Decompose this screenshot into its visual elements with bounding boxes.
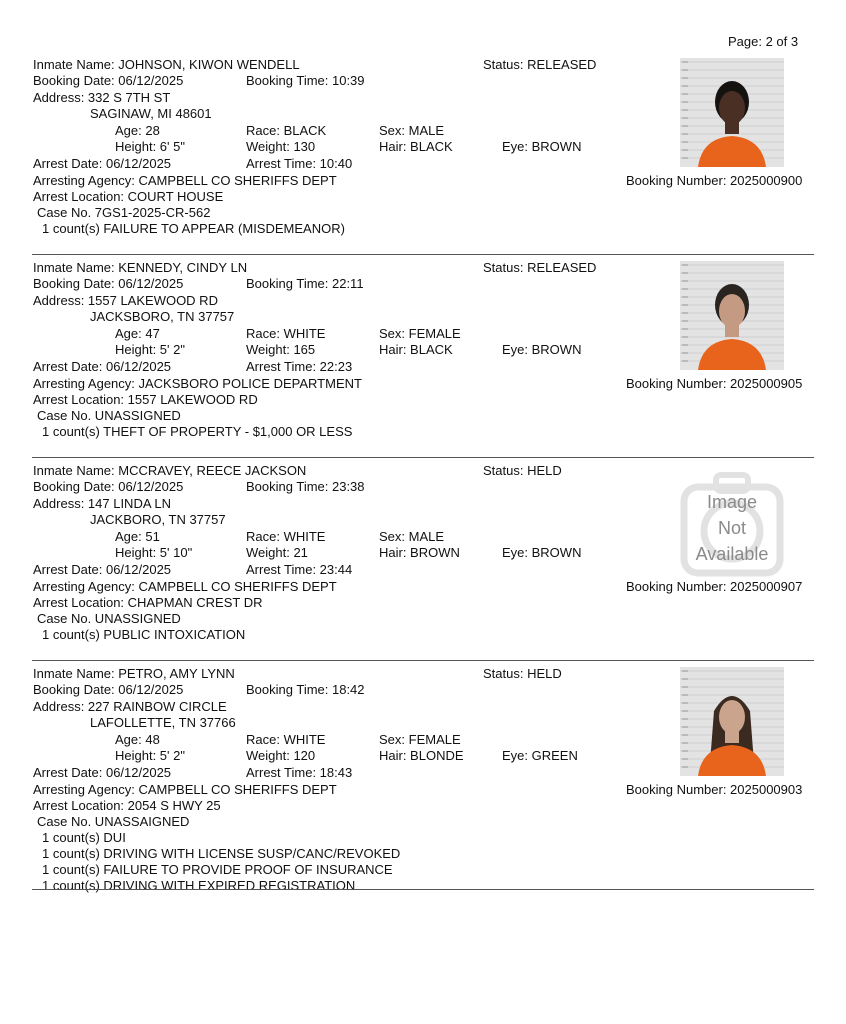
charge: 1 count(s) DRIVING WITH EXPIRED REGISTRATION — [42, 878, 356, 893]
charge: 1 count(s) THEFT OF PROPERTY - $1,000 OR LESS — [42, 424, 353, 439]
placeholder-text: Available — [695, 544, 769, 564]
charge: 1 count(s) PUBLIC INTOXICATION — [42, 627, 246, 642]
booking-time: Booking Time: 10:39 — [246, 73, 365, 88]
inmate-name: Inmate Name: MCCRAVEY, REECE JACKSON — [33, 463, 307, 478]
charge: 1 count(s) DRIVING WITH LICENSE SUSP/CANC/REVOKED — [42, 846, 401, 861]
address-city: SAGINAW, MI 48601 — [90, 106, 212, 121]
height: Height: 5' 2" — [115, 748, 185, 763]
hair: Hair: BLONDE — [379, 748, 464, 763]
age: Age: 51 — [115, 529, 160, 544]
height: Height: 6' 5" — [115, 139, 185, 154]
address-line: Address: 227 RAINBOW CIRCLE — [33, 699, 227, 714]
eye: Eye: BROWN — [502, 342, 582, 357]
inmate-name: Inmate Name: JOHNSON, KIWON WENDELL — [33, 57, 300, 72]
booking-number: Booking Number: 2025000900 — [626, 173, 803, 188]
booking-number: Booking Number: 2025000907 — [626, 579, 803, 594]
eye: Eye: GREEN — [502, 748, 578, 763]
hair: Hair: BROWN — [379, 545, 460, 560]
placeholder-text: Image — [706, 492, 758, 512]
address-city: JACKSBORO, TN 37757 — [90, 309, 235, 324]
arrest-location: Arrest Location: 1557 LAKEWOOD RD — [33, 392, 258, 407]
booking-time: Booking Time: 23:38 — [246, 479, 365, 494]
hair: Hair: BLACK — [379, 342, 453, 357]
mugshot-photo — [680, 261, 784, 370]
arrest-time: Arrest Time: 23:44 — [246, 562, 353, 577]
age: Age: 48 — [115, 732, 160, 747]
arresting-agency: Arresting Agency: CAMPBELL CO SHERIFFS DEPT — [33, 782, 337, 797]
eye: Eye: BROWN — [502, 139, 582, 154]
weight: Weight: 120 — [246, 748, 316, 763]
booking-record — [0, 463, 846, 666]
record-divider — [32, 457, 814, 458]
arrest-location: Arrest Location: 2054 S HWY 25 — [33, 798, 221, 813]
age: Age: 28 — [115, 123, 160, 138]
race: Race: WHITE — [246, 529, 326, 544]
address-city: JACKBORO, TN 37757 — [90, 512, 226, 527]
record-divider — [32, 254, 814, 255]
sex: Sex: MALE — [379, 529, 445, 544]
page-number: Page: 2 of 3 — [728, 34, 799, 49]
inmate-name: Inmate Name: PETRO, AMY LYNN — [33, 666, 235, 681]
booking-record — [0, 260, 846, 463]
booking-number: Booking Number: 2025000905 — [626, 376, 803, 391]
age: Age: 47 — [115, 326, 160, 341]
charge: 1 count(s) DUI — [42, 830, 126, 845]
race: Race: BLACK — [246, 123, 327, 138]
weight: Weight: 165 — [246, 342, 316, 357]
booking-date: Booking Date: 06/12/2025 — [33, 276, 184, 291]
booking-date: Booking Date: 06/12/2025 — [33, 479, 184, 494]
status: Status: HELD — [483, 666, 562, 681]
height: Height: 5' 2" — [115, 342, 185, 357]
booking-date: Booking Date: 06/12/2025 — [33, 73, 184, 88]
booking-time: Booking Time: 18:42 — [246, 682, 365, 697]
booking-date: Booking Date: 06/12/2025 — [33, 682, 184, 697]
sex: Sex: FEMALE — [379, 326, 461, 341]
status: Status: RELEASED — [483, 260, 597, 275]
eye: Eye: BROWN — [502, 545, 582, 560]
case-number: Case No. UNASSIGNED — [37, 408, 181, 423]
weight: Weight: 130 — [246, 139, 316, 154]
race: Race: WHITE — [246, 732, 326, 747]
race: Race: WHITE — [246, 326, 326, 341]
case-number: Case No. UNASSAIGNED — [37, 814, 190, 829]
arresting-agency: Arresting Agency: CAMPBELL CO SHERIFFS DEPT — [33, 579, 337, 594]
booking-number: Booking Number: 2025000903 — [626, 782, 803, 797]
status: Status: HELD — [483, 463, 562, 478]
sex: Sex: FEMALE — [379, 732, 461, 747]
arrest-time: Arrest Time: 18:43 — [246, 765, 353, 780]
mugshot-photo — [680, 58, 784, 167]
arrest-date: Arrest Date: 06/12/2025 — [33, 562, 172, 577]
arrest-location: Arrest Location: COURT HOUSE — [33, 189, 224, 204]
inmate-name: Inmate Name: KENNEDY, CINDY LN — [33, 260, 248, 275]
arrest-date: Arrest Date: 06/12/2025 — [33, 359, 172, 374]
record-divider — [32, 889, 814, 890]
mugshot-photo — [680, 667, 784, 776]
charge: 1 count(s) FAILURE TO PROVIDE PROOF OF INSURANCE — [42, 862, 393, 877]
placeholder-text: Not — [717, 518, 746, 538]
arrest-time: Arrest Time: 10:40 — [246, 156, 353, 171]
case-number: Case No. 7GS1-2025-CR-562 — [37, 205, 211, 220]
address-line: Address: 147 LINDA LN — [33, 496, 172, 511]
arrest-date: Arrest Date: 06/12/2025 — [33, 765, 172, 780]
arrest-date: Arrest Date: 06/12/2025 — [33, 156, 172, 171]
address-line: Address: 332 S 7TH ST — [33, 90, 171, 105]
weight: Weight: 21 — [246, 545, 308, 560]
case-number: Case No. UNASSIGNED — [37, 611, 181, 626]
hair: Hair: BLACK — [379, 139, 453, 154]
booking-time: Booking Time: 22:11 — [246, 276, 364, 291]
address-city: LAFOLLETTE, TN 37766 — [90, 715, 236, 730]
address-line: Address: 1557 LAKEWOOD RD — [33, 293, 218, 308]
arrest-location: Arrest Location: CHAPMAN CREST DR — [33, 595, 263, 610]
booking-record — [0, 666, 846, 893]
booking-record — [0, 57, 846, 260]
image-not-available-placeholder — [680, 471, 784, 580]
arresting-agency: Arresting Agency: CAMPBELL CO SHERIFFS DEPT — [33, 173, 337, 188]
arrest-time: Arrest Time: 22:23 — [246, 359, 353, 374]
charge: 1 count(s) FAILURE TO APPEAR (MISDEMEANOR) — [42, 221, 345, 236]
status: Status: RELEASED — [483, 57, 597, 72]
arresting-agency: Arresting Agency: JACKSBORO POLICE DEPARTMENT — [33, 376, 362, 391]
sex: Sex: MALE — [379, 123, 445, 138]
record-divider — [32, 660, 814, 661]
height: Height: 5' 10" — [115, 545, 193, 560]
